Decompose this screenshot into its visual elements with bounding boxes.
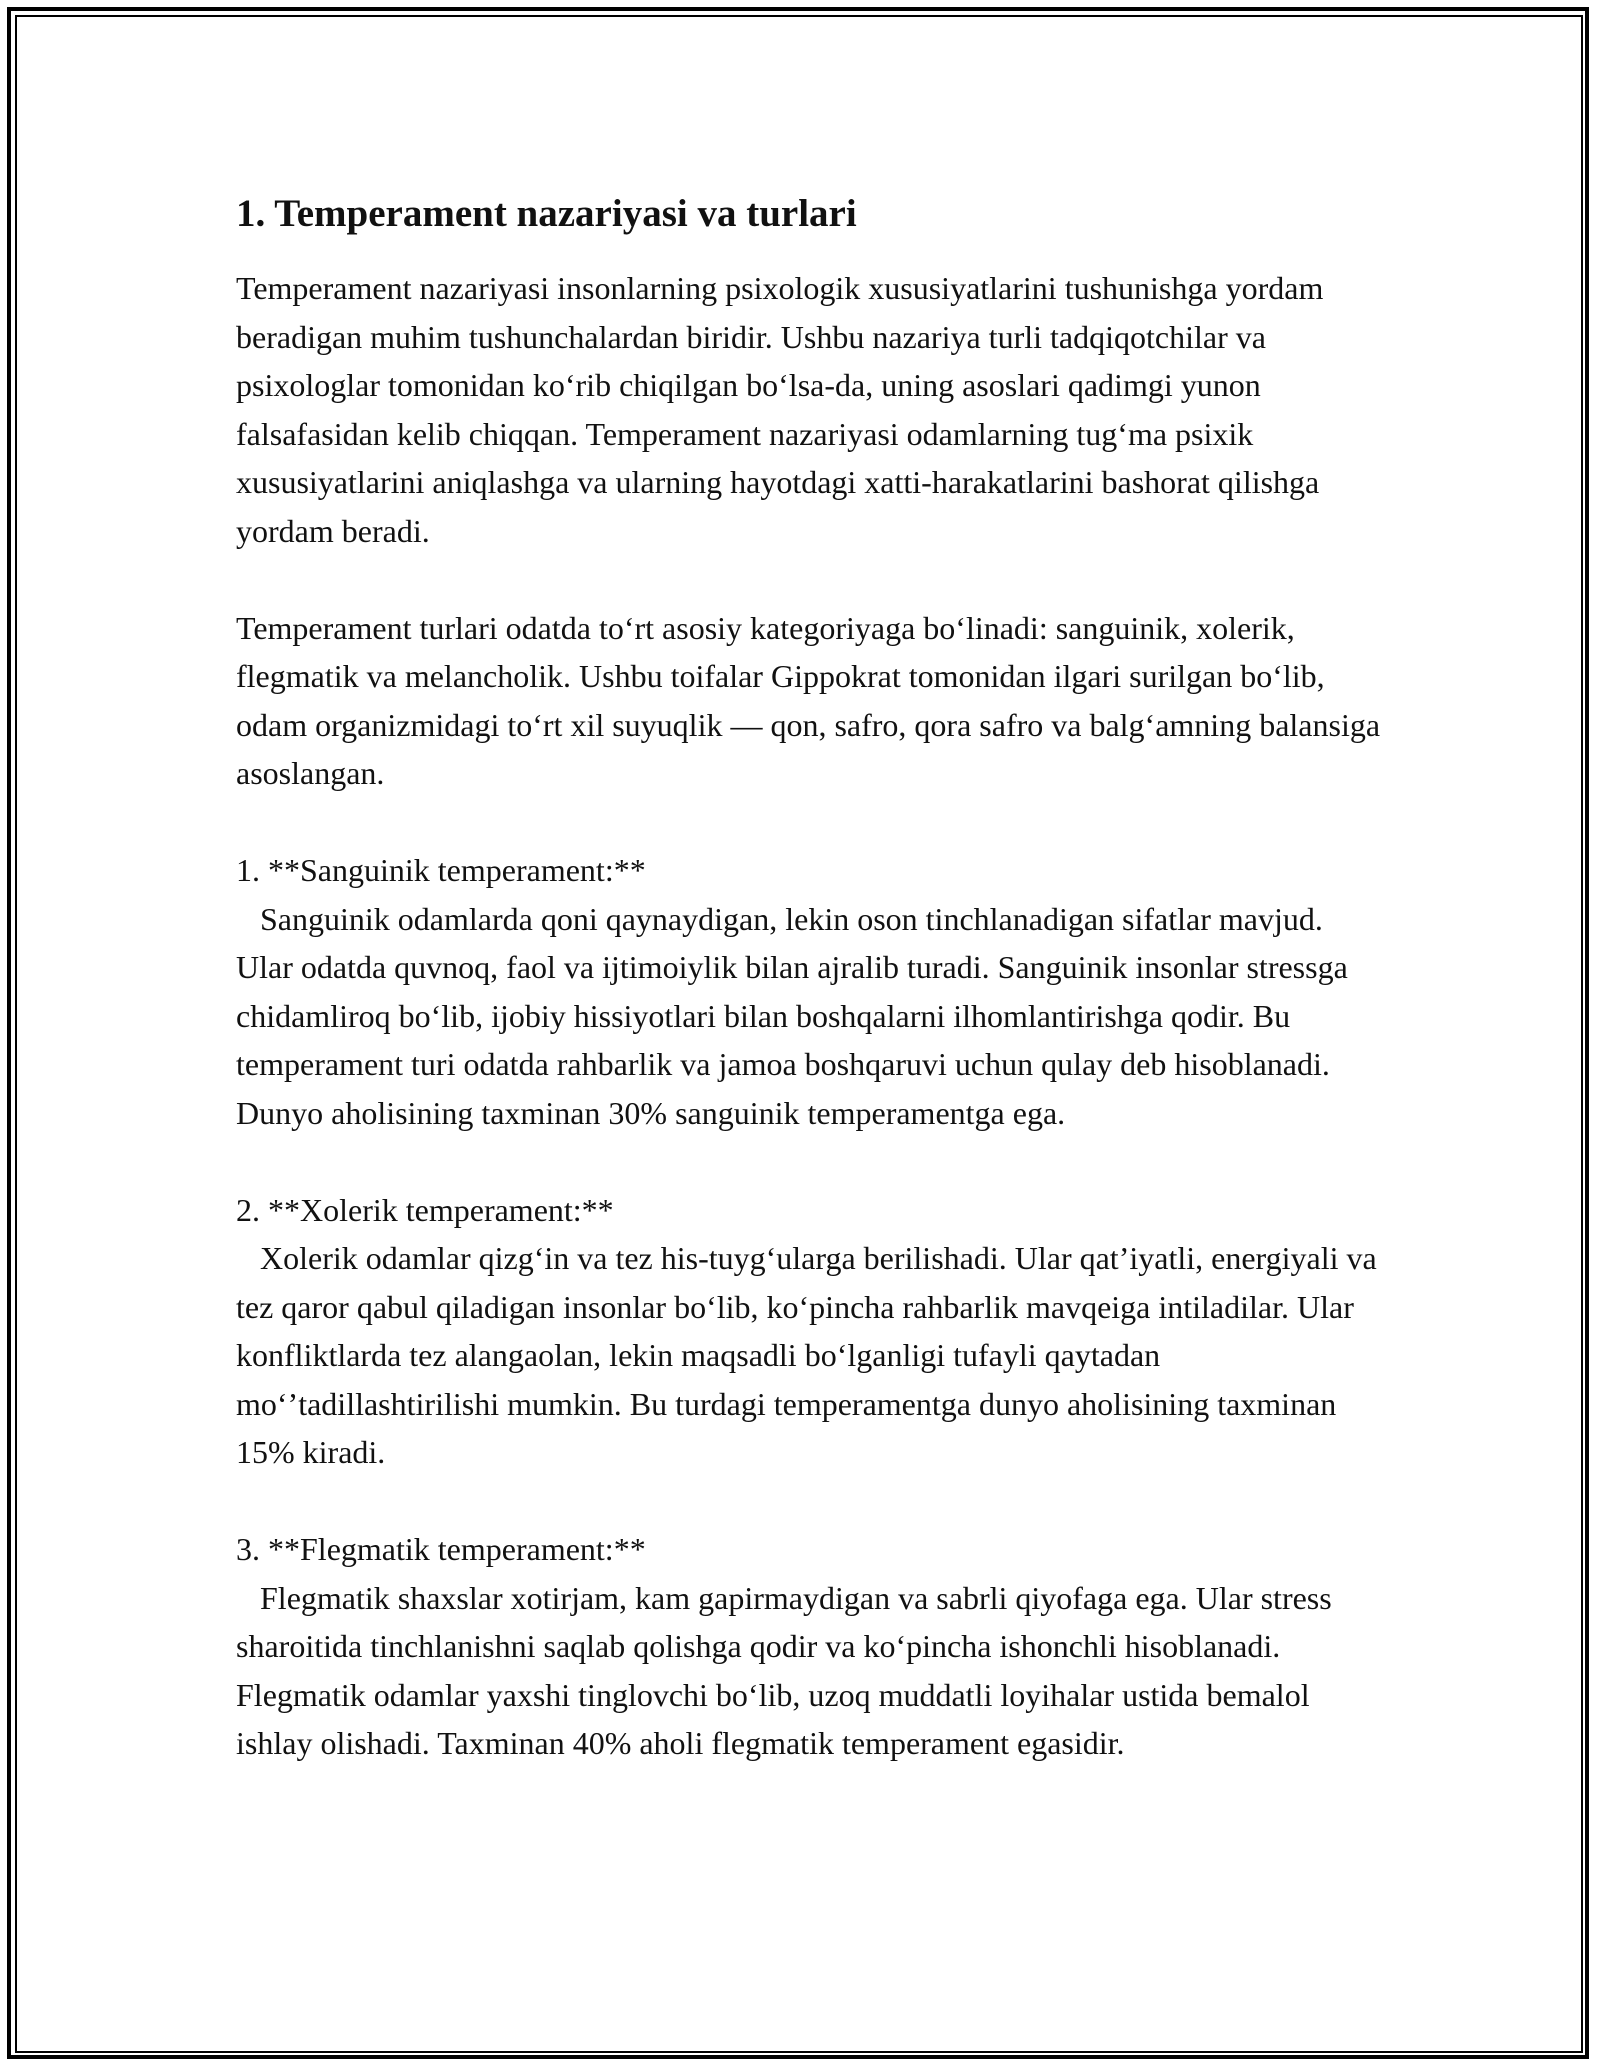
flegmatik-paragraph: 3. **Flegmatik temperament:** Flegmatik shaxslar xotirjam, kam gapirmaydigan va sabrli qiyofaga ega. Ular stress sharoitida tinchlanishni saqlab qolishga qodir va koʻpincha ishonchli hisoblanadi. Flegmatik odamlar yaxshi tinglovchi boʻlib, uzoq muddatli loyihalar ustida bemalol ishlay olishadi. Taxminan 40% aholi flegmatik temperament egasidir. [236, 1531, 1332, 1761]
section-heading: 1. Temperament nazariyasi va turlari [236, 192, 857, 235]
types-paragraph: Temperament turlari odatda toʻrt asosiy kategoriyaga boʻlinadi: sanguinik, xolerik, flegmatik va melancholik. Ushbu toifalar Gippokrat tomonidan ilgari surilgan boʻlib, odam organizmidagi toʻrt xil suyuqlik — qon, safro, qora safro va balgʻamning balansiga asoslangan. [236, 609, 1389, 791]
xolerik-paragraph: 2. **Xolerik temperament:** Xolerik odamlar qizgʻin va tez his-tuygʻularga berilishadi. Ular qatʼiyatli, energiyali va tez qaror qabul qiladigan insonlar boʻlib, koʻpincha rahbarlik mavqeiga intiladilar. Ular konfliktlarda tez alangaolan, lekin maqsadli boʻlganligi tufayli qaytadan moʻʼtadillashtirilishi mumkin. Bu turdagi temperamentga dunyo aholisining taxminan 15% kiradi. [236, 1191, 1377, 1470]
sanguinik-paragraph: 1. **Sanguinik temperament:** Sanguinik odamlarda qoni qaynaydigan, lekin oson tinchlanadigan sifatlar mavjud. Ular odatda quvnoq, faol va ijtimoiylik bilan ajralib turadi. Sanguinik insonlar stressga chidamliroq boʻlib, ijobiy hissiyotlari bilan boshqalarni ilhomlantirishga qodir. Bu temperament turi odatda rahbarlik va jamoa boshqaruvi uchun qulay deb hisoblanadi. Dunyo aholisining taxminan 30% sanguinik temperamentga ega. [236, 852, 1348, 1131]
intro-paragraph: Temperament nazariyasi insonlarning psixologik xususiyatlarini tushunishga yordam beradigan muhim tushunchalardan biridir. Ushbu nazariya turli tadqiqotchilar va psixologlar tomonidan koʻrib chiqilgan boʻlsa-da, uning asoslari qadimgi yunon falsafasidan kelib chiqqan. Temperament nazariyasi odamlarning tugʻma psixik xususiyatlarini aniqlashga va ularning hayotdagi xatti-harakatlarini bashorat qilishga yordam beradi. [236, 270, 1332, 549]
document-body [236, 186, 1389, 1816]
